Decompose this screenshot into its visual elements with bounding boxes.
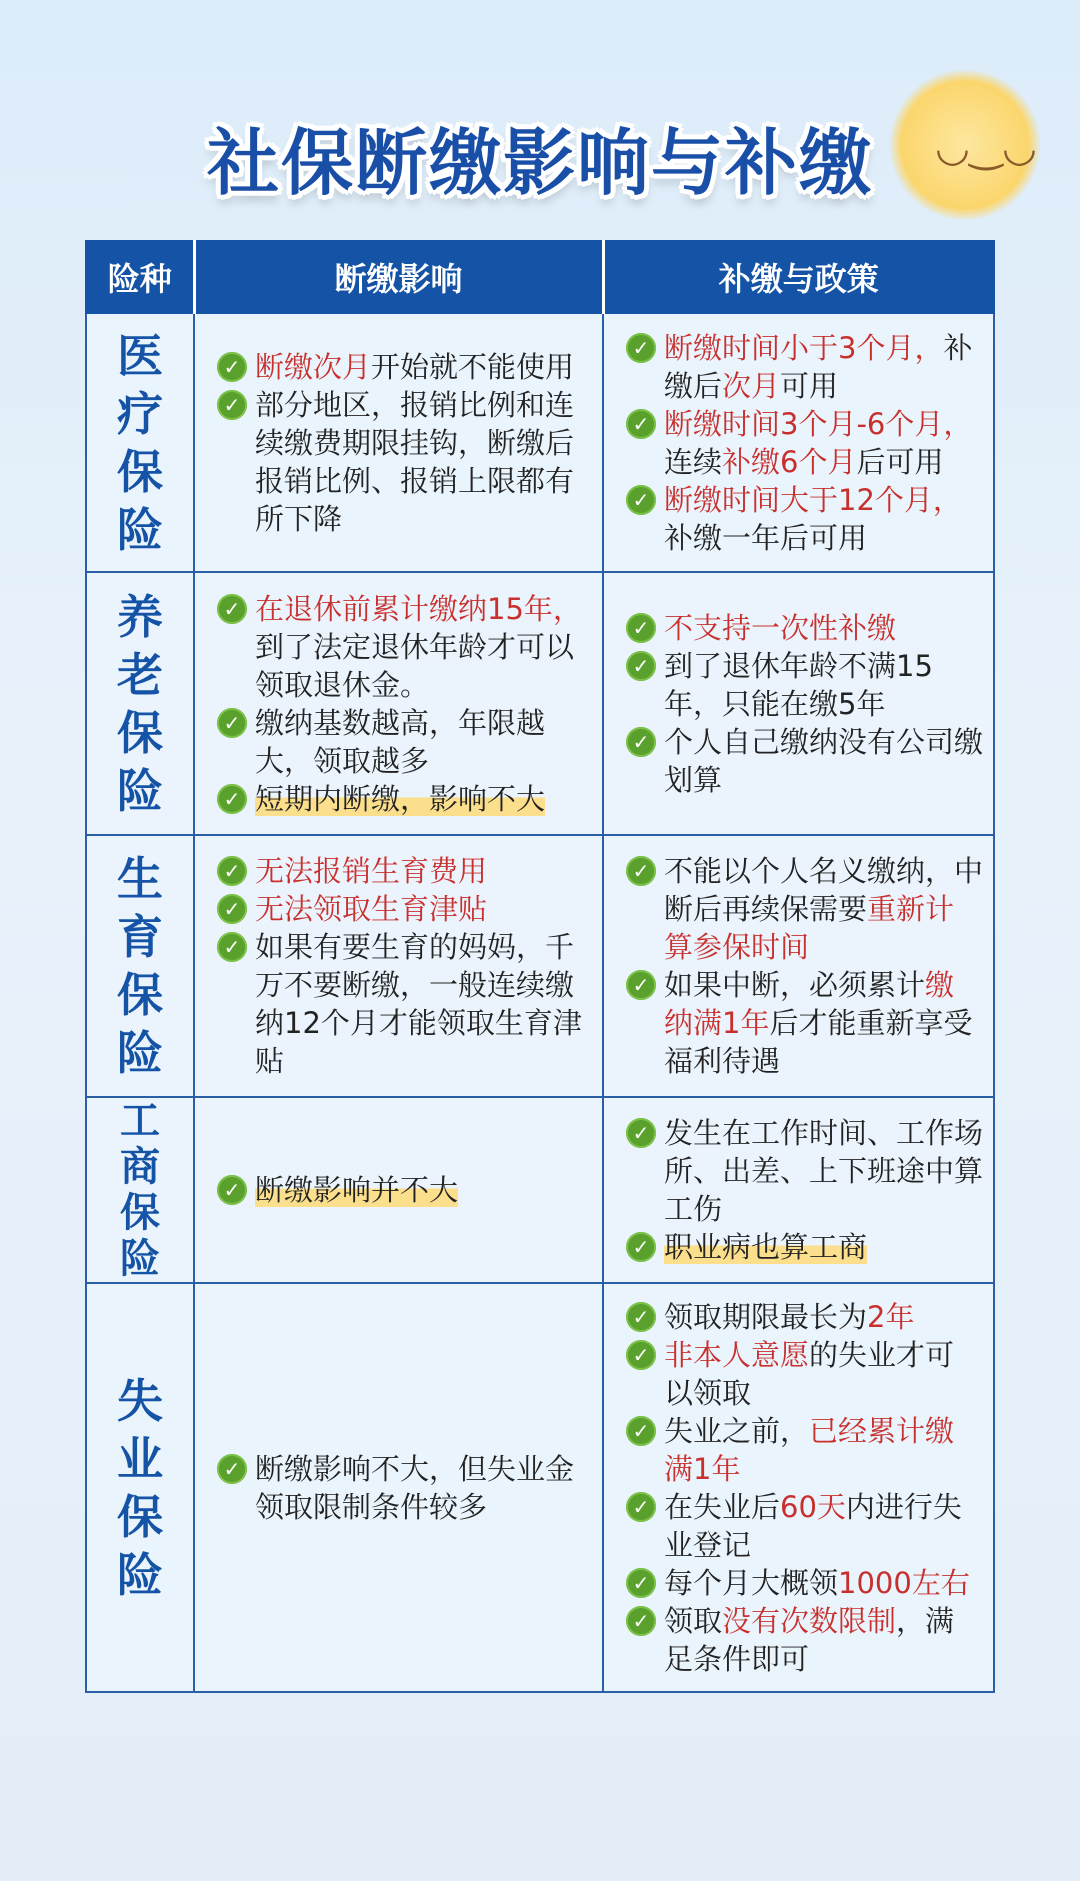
text-segment: 补缴一年后可用: [664, 520, 868, 555]
check-icon: ✓: [217, 856, 247, 886]
check-icon: ✓: [626, 1568, 656, 1598]
list-item: [626, 609, 983, 647]
text-segment: 在失业后: [664, 1489, 781, 1524]
text-segment: 部分地区，报销比例和连续缴费期限挂钩，断缴后报销比例、报销上限都有所下降: [255, 387, 575, 536]
insurance-type-cell: [86, 1097, 194, 1283]
list-item: [626, 1488, 983, 1564]
list-item: [217, 890, 592, 928]
list-item: [217, 780, 592, 818]
policy-cell: [603, 1283, 994, 1692]
list-item: [626, 647, 983, 723]
table-row: [86, 1097, 994, 1283]
check-icon: ✓: [626, 1492, 656, 1522]
check-icon: ✓: [626, 856, 656, 886]
check-icon: ✓: [626, 1340, 656, 1370]
list-item: [626, 329, 983, 405]
list-item: [217, 590, 592, 704]
list-item: [626, 1228, 983, 1266]
check-icon: ✓: [626, 970, 656, 1000]
insurance-type-cell: [86, 572, 194, 835]
check-icon: ✓: [626, 1606, 656, 1636]
text-segment-red: 无法报销生育费用: [255, 854, 488, 888]
text-segment-red: 重新计算参保时间: [664, 892, 955, 964]
item-text: [255, 928, 592, 1080]
policy-cell: [603, 835, 994, 1097]
text-segment: 个人自己缴纳没有公司缴划算: [664, 724, 984, 797]
list-item: [217, 852, 592, 890]
text-segment: 如果中断，必须累计: [664, 968, 926, 1002]
item-text: [664, 723, 983, 799]
text-segment-red: 补缴6个月: [722, 444, 857, 479]
text-segment: 补缴后: [664, 330, 973, 403]
header-policy: 补缴与政策: [603, 241, 994, 313]
list-item: [626, 1602, 983, 1678]
text-segment: 领取: [664, 1603, 723, 1638]
text-segment: 的失业才可以领取: [664, 1337, 955, 1410]
text-segment-red: 次月: [722, 368, 781, 403]
check-icon: ✓: [217, 352, 247, 382]
text-segment-red: 60天: [780, 1489, 846, 1524]
item-text: [664, 481, 983, 557]
text-segment: 领取期限最长为: [664, 1299, 868, 1334]
list-item: [217, 386, 592, 538]
insurance-type-label: 养老保险: [117, 589, 163, 818]
insurance-type-cell: [86, 1283, 194, 1692]
impact-cell: [194, 313, 603, 572]
table-row: [86, 313, 994, 572]
list-item: [217, 348, 592, 386]
item-text: [255, 1171, 592, 1209]
text-segment-red: 2年: [867, 1299, 915, 1334]
list-item: [626, 723, 983, 799]
text-segment-red: 断缴时间大于12个月，: [664, 482, 962, 517]
check-icon: ✓: [626, 485, 656, 515]
text-segment-red: 断缴时间小于3个月，: [664, 330, 944, 365]
impact-cell: [194, 572, 603, 835]
text-segment-red: 没有次数限制: [722, 1603, 897, 1638]
item-text: [664, 1228, 983, 1266]
table-row: [86, 572, 994, 835]
text-segment: 如果有要生育的妈妈，千万不要断缴，一般连续缴纳12个月才能领取生育津贴: [255, 930, 582, 1078]
list-item: [626, 1336, 983, 1412]
check-icon: ✓: [626, 613, 656, 643]
check-icon: ✓: [626, 1416, 656, 1446]
list-item: [626, 1412, 983, 1488]
text-segment: 到了退休年龄不满15年，只能在缴5年: [664, 648, 933, 721]
text-segment: 后才能重新享受福利待遇: [664, 1006, 973, 1078]
check-icon: ✓: [217, 390, 247, 420]
text-segment: 断缴影响不大，但失业金领取限制条件较多: [255, 1451, 575, 1524]
list-item: [626, 1298, 983, 1336]
policy-cell: [603, 572, 994, 835]
insurance-type-label: 生育保险: [117, 852, 163, 1080]
text-segment-red: 无法领取生育津贴: [255, 892, 488, 926]
item-text: [664, 1564, 983, 1602]
item-text: [255, 386, 592, 538]
item-text: [664, 609, 983, 647]
insurance-table: [85, 240, 995, 1693]
check-icon: ✓: [626, 409, 656, 439]
check-icon: ✓: [626, 1232, 656, 1262]
text-segment-hl: 职业病也算工商: [664, 1230, 868, 1264]
item-text: [664, 405, 983, 481]
item-text: [664, 1412, 983, 1488]
insurance-type-label: 失业保险: [117, 1373, 163, 1602]
table-row: [86, 835, 994, 1097]
text-segment-hl: 短期内断缴，影响不大: [255, 781, 546, 816]
text-segment-red: 断缴时间3个月-6个月，: [664, 406, 973, 441]
list-item: [626, 481, 983, 557]
text-segment-red: 断缴次月: [255, 349, 372, 384]
text-segment: 可用: [780, 368, 839, 403]
insurance-type-cell: [86, 835, 194, 1097]
check-icon: ✓: [217, 1454, 247, 1484]
header-type: 险种: [86, 241, 194, 313]
list-item: [217, 704, 592, 780]
text-segment-red: 在退休前累计缴纳15年，: [255, 591, 582, 626]
text-segment: ，满足条件即可: [664, 1603, 955, 1676]
text-segment: 不能以个人名义缴纳，中断后再续保需要: [664, 854, 984, 926]
text-segment: 连续: [664, 444, 723, 479]
list-item: [626, 852, 983, 966]
insurance-type-cell: [86, 313, 194, 572]
page-title: 社保断缴影响与补缴: [206, 121, 873, 205]
check-icon: ✓: [626, 1302, 656, 1332]
text-segment: 开始就不能使用: [371, 349, 575, 384]
table-header: [86, 241, 994, 313]
list-item: [626, 966, 983, 1080]
policy-cell: [603, 313, 994, 572]
text-segment: 缴纳基数越高，年限越大，领取越多: [255, 705, 546, 778]
text-segment-red: 不支持一次性补缴: [664, 610, 897, 645]
text-segment-red: 已经累计缴满1年: [664, 1413, 955, 1486]
check-icon: ✓: [217, 708, 247, 738]
list-item: [217, 928, 592, 1080]
item-text: [664, 329, 983, 405]
text-segment-red: 1000左右: [838, 1565, 970, 1600]
item-text: [255, 852, 592, 890]
list-item: [626, 1564, 983, 1602]
item-text: [255, 704, 592, 780]
item-text: [664, 647, 983, 723]
insurance-type-label: 医疗保险: [117, 328, 163, 557]
item-text: [255, 1450, 592, 1526]
item-text: [664, 966, 983, 1080]
text-segment-hl: 断缴影响并不大: [255, 1173, 459, 1207]
item-text: [255, 590, 592, 704]
item-text: [664, 1488, 983, 1564]
list-item: [217, 1171, 592, 1209]
item-text: [664, 1114, 983, 1228]
text-segment: 内进行失业登记: [664, 1489, 962, 1562]
check-icon: ✓: [626, 651, 656, 681]
check-icon: ✓: [217, 932, 247, 962]
text-segment-red: 缴纳满1年: [664, 968, 955, 1040]
impact-cell: [194, 1097, 603, 1283]
impact-cell: [194, 835, 603, 1097]
check-icon: ✓: [626, 333, 656, 363]
text-segment: 失业之前，: [664, 1413, 810, 1448]
list-item: [626, 405, 983, 481]
text-segment: 到了法定退休年龄才可以领取退休金。: [255, 629, 575, 702]
smiley-icon: ◡‿◡: [935, 125, 1037, 171]
item-text: [664, 1298, 983, 1336]
item-text: [255, 348, 592, 386]
impact-cell: [194, 1283, 603, 1692]
text-segment: 后可用: [856, 444, 944, 479]
item-text: [664, 1336, 983, 1412]
check-icon: ✓: [217, 1175, 247, 1205]
insurance-type-label: 工商保险: [120, 1098, 160, 1282]
item-text: [664, 852, 983, 966]
check-icon: ✓: [626, 1118, 656, 1148]
table-row: [86, 1283, 994, 1692]
text-segment-red: 非本人意愿: [664, 1337, 810, 1372]
item-text: [664, 1602, 983, 1678]
header-impact: 断缴影响: [194, 241, 603, 313]
list-item: [626, 1114, 983, 1228]
list-item: [217, 1450, 592, 1526]
check-icon: ✓: [217, 894, 247, 924]
item-text: [255, 780, 592, 818]
check-icon: ✓: [626, 727, 656, 757]
item-text: [255, 890, 592, 928]
policy-cell: [603, 1097, 994, 1283]
text-segment: 每个月大概领: [664, 1565, 839, 1600]
text-segment: 发生在工作时间、工作场所、出差、上下班途中算工伤: [664, 1116, 984, 1226]
check-icon: ✓: [217, 784, 247, 814]
check-icon: ✓: [217, 594, 247, 624]
